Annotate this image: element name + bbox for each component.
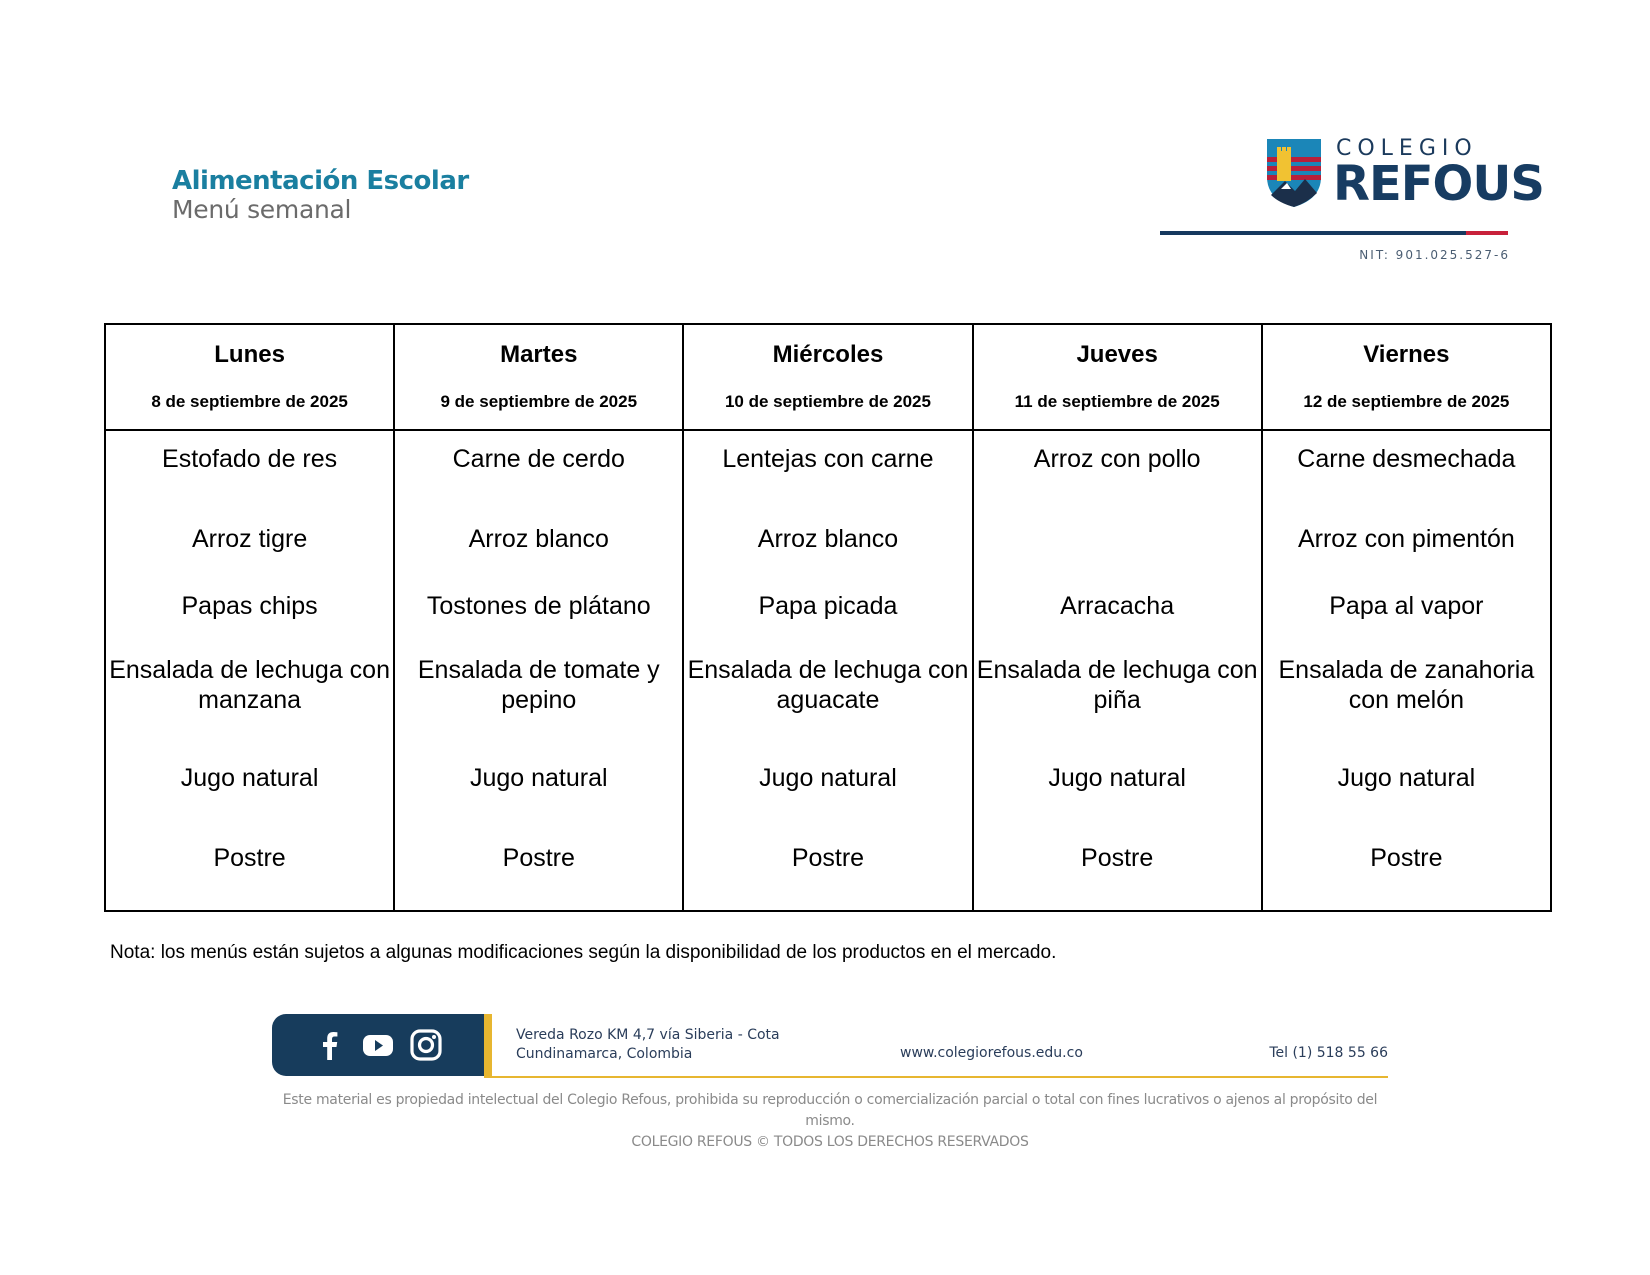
menu-cell-friday (1262, 430, 1551, 911)
menu-item-main: Estofado de res (162, 445, 338, 473)
nit-number: NIT: 901.025.527-6 (1359, 248, 1510, 262)
menu-item-salad: Ensalada de tomate y pepino (417, 656, 660, 714)
document-title-block (172, 166, 469, 224)
footer-accent-stripe (484, 1014, 492, 1076)
address-line-1: Vereda Rozo KM 4,7 vía Siberia - Cota (516, 1027, 780, 1043)
day-header-friday (1262, 324, 1551, 430)
menu-item-main: Arroz con pollo (1033, 445, 1201, 473)
phone-number: Tel (1) 518 55 66 (1269, 1045, 1388, 1061)
footer-divider (484, 1076, 1388, 1078)
menu-cell-wednesday (683, 430, 972, 911)
day-date: 8 de septiembre de 2025 (151, 392, 348, 411)
menu-item-rice: Arroz blanco (757, 525, 899, 553)
menu-cell-monday (105, 430, 394, 911)
day-header-wednesday (683, 324, 972, 430)
day-header-thursday (973, 324, 1262, 430)
day-header-tuesday (394, 324, 683, 430)
weekly-menu-table (104, 323, 1552, 912)
menu-item-dessert: Postre (1081, 844, 1154, 872)
footer-contact-bar (272, 1014, 1388, 1078)
legal-line-2: COLEGIO REFOUS © TODOS LOS DERECHOS RESERVADOS (631, 1134, 1029, 1150)
day-name: Martes (500, 341, 578, 368)
legal-line-1: Este material es propiedad intelectual del Colegio Refous, prohibida su reproducción o comercialización parcial o total con fines lucrativos o ajenos al propósito del mismo. (282, 1092, 1378, 1129)
menu-item-drink: Jugo natural (469, 764, 608, 792)
menu-item-side: Papa al vapor (1329, 592, 1484, 620)
menu-item-salad: Ensalada de lechuga con piña (976, 656, 1258, 714)
menu-item-salad: Ensalada de lechuga con aguacate (687, 656, 969, 714)
menu-item-side: Tostones de plátano (426, 592, 651, 620)
menu-item-rice: Arroz con pimentón (1297, 525, 1515, 553)
day-name: Viernes (1363, 341, 1450, 368)
menu-item-drink: Jugo natural (180, 764, 319, 792)
facebook-icon[interactable] (312, 1028, 348, 1062)
day-name: Jueves (1076, 341, 1158, 368)
school-logo (1160, 134, 1544, 264)
menu-cell-tuesday (394, 430, 683, 911)
menu-item-dessert: Postre (791, 844, 865, 872)
school-address (516, 1026, 780, 1064)
youtube-icon[interactable] (360, 1028, 396, 1062)
day-header-monday (105, 324, 394, 430)
menu-item-side: Papas chips (181, 592, 318, 620)
menu-item-side: Papa picada (758, 592, 898, 620)
document-subtitle: Menú semanal (172, 195, 352, 224)
menu-item-drink: Jugo natural (1048, 764, 1186, 792)
menu-item-side: Arracacha (1060, 592, 1175, 620)
menu-item-salad: Ensalada de zanahoria con melón (1278, 656, 1535, 714)
document-title: Alimentación Escolar (172, 166, 469, 196)
menu-item-rice: Arroz blanco (468, 525, 609, 553)
day-date: 11 de septiembre de 2025 (1014, 392, 1220, 411)
logo-name: REFOUS (1333, 156, 1544, 212)
menu-item-dessert: Postre (502, 844, 575, 872)
legal-notice (272, 1090, 1388, 1153)
logo-divider (1160, 231, 1508, 235)
day-date: 9 de septiembre de 2025 (440, 392, 638, 411)
menu-item-dessert: Postre (1370, 844, 1443, 872)
menu-items-row (105, 430, 1551, 911)
menu-note: Nota: los menús están sujetos a algunas modificaciones según la disponibilidad de los productos en el mercado. (110, 942, 1057, 963)
menu-item-main: Carne de cerdo (452, 445, 625, 473)
menu-item-drink: Jugo natural (1337, 764, 1476, 792)
menu-item-salad: Ensalada de lechuga con manzana (109, 656, 390, 714)
menu-item-rice (974, 511, 1261, 591)
website-link[interactable]: www.colegiorefous.edu.co (900, 1045, 1083, 1061)
menu-item-dessert: Postre (213, 844, 286, 872)
menu-item-drink: Jugo natural (759, 764, 897, 792)
social-links (272, 1014, 484, 1076)
menu-item-main: Lentejas con carne (722, 445, 934, 473)
shield-icon (1265, 137, 1323, 209)
menu-header-row (105, 324, 1551, 430)
menu-cell-thursday (973, 430, 1262, 911)
logo-top-word: COLEGIO (1336, 136, 1478, 161)
day-date: 12 de septiembre de 2025 (1303, 392, 1510, 411)
address-line-2: Cundinamarca, Colombia (516, 1046, 693, 1062)
day-date: 10 de septiembre de 2025 (724, 392, 931, 411)
day-name: Lunes (214, 341, 285, 368)
menu-item-main: Carne desmechada (1297, 445, 1516, 473)
day-name: Miércoles (772, 341, 884, 368)
instagram-icon[interactable] (408, 1028, 444, 1062)
menu-item-rice: Arroz tigre (191, 525, 308, 553)
